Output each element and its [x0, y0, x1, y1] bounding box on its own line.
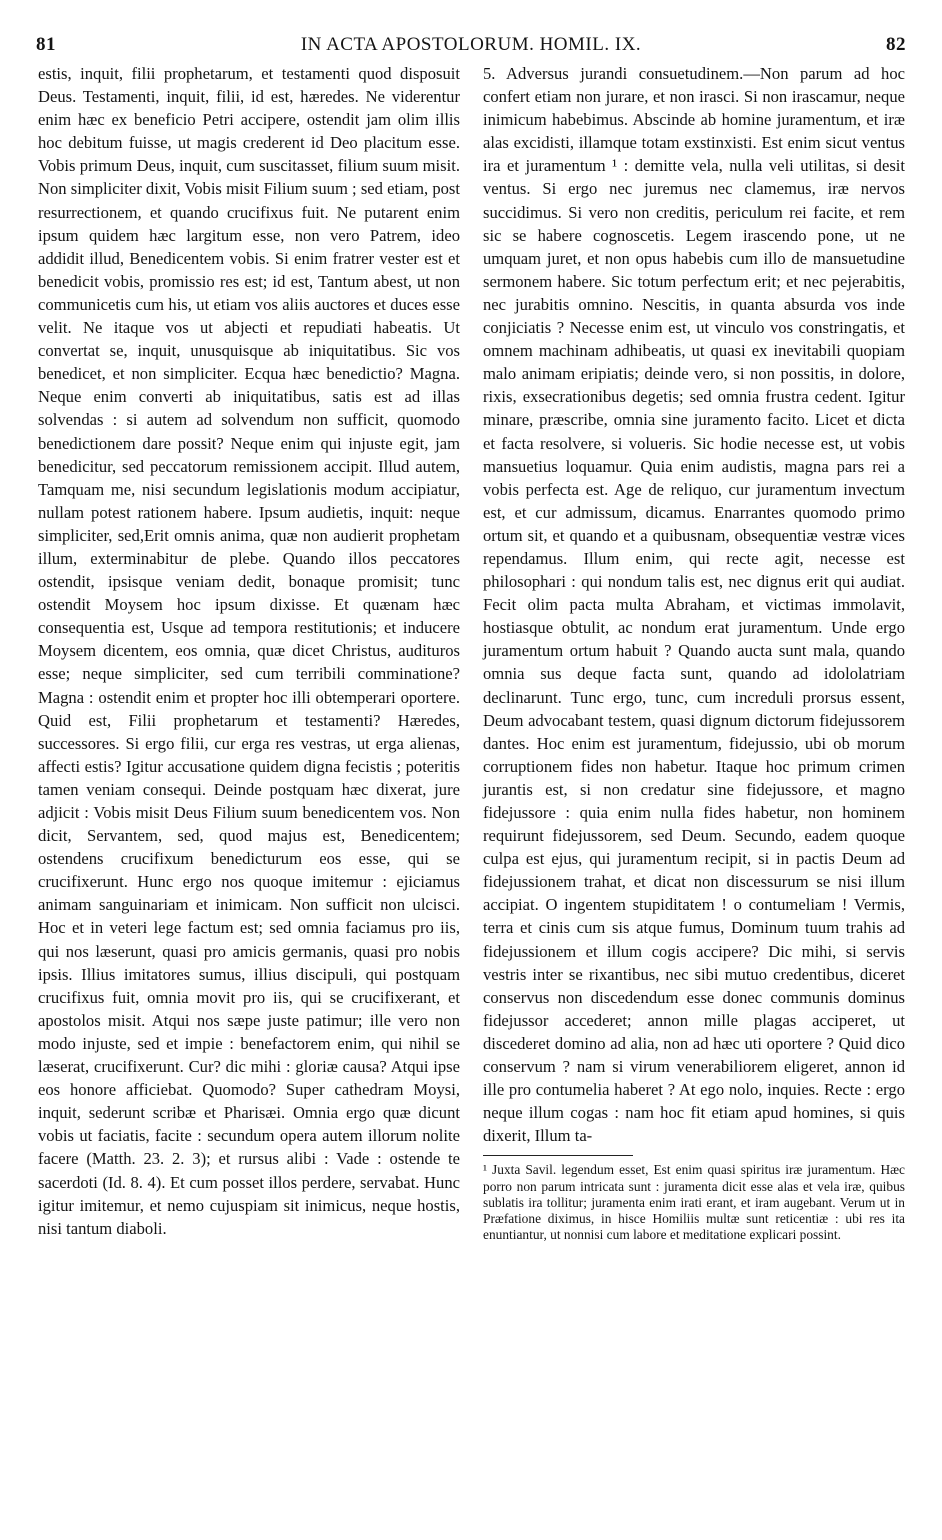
page-header — [36, 34, 906, 60]
footnote: ¹ Juxta Savil. legendum esset, Est enim quasi spiritus iræ juramentum. Hæc porro non parum intricata sunt : juramenta dicit esse alas et vela iræ, quibus sublatis ira tollitur; juramenta enim irati erant, et iram augebant. Verum ut in Præfatione diximus, in hisce Homiliis multæ sunt reticentiæ : ubi res ita enuntiantur, ut nonnisi cum labore et meditatione explicari possint. — [483, 1162, 905, 1243]
page-number-left: 81 — [36, 34, 56, 55]
running-title: IN ACTA APOSTOLORUM. HOMIL. IX. — [300, 34, 642, 55]
page-number-right: 82 — [886, 34, 906, 55]
left-column-text: estis, inquit, filii prophetarum, et testamenti quod disposuit Deus. Testamenti, inquit, filii, id est, hæredes. Ne viderentur enim hæc ex beneficio Petri accipere, ostendit jam olim illis hoc debitum fuisse, ut magis crederent id Deo placitum esse. Vobis primum Deus, inquit, cum suscitasset, filium suum misit. Non simpliciter dixit, Vobis misit Filium suum ; sed etiam, post resurrectionem, et quando crucifixus fuit. Ne putarent enim ipsum quidem hæc largitum esse, non vero Patrem, ideo addidit illud, Benedicentem vobis. Si enim fratrer vester est et benedicit vobis, promissio res est; id est, Tantum abest, ut non communicetis cum his, ut etiam vos aliis auctores et duces esse velit. Ne itaque vos ut abjecti et repudiati habeatis. Ut convertat se, inquit, unusquisque ab iniquitatibus. Sic vos benedicet, et non simpliciter. Ecqua hæc benedictio? Magna. Neque enim converti ab iniquitatibus, satis est ad illas solvendas : si autem ad solvendum non sufficit, quomodo benedictionem dare possit? Neque enim qui injuste egit, jam benedicitur, sed peccatorum remissionem accipit. Illud autem, Tamquam me, nisi secundum legislationis modum accipiatur, nullam potest rationem habere. Ipsum audietis, inquit: neque simpliciter, sed,Erit omnis anima, quæ non audierit prophetam illum, exterminabitur de plebe. Quando illos peccatores ostendit, ipsisque veniam dedit, bonaque promisit; tunc ostendit Moysem hoc ipsum dixisse. Et quænam hæc consequentia est, Usque ad tempora restitutionis; et inducere Moysem dicentem, eos omnia, quæ dicet Christus, audituros esse; neque simpliciter, sed cum terribili comminatione? Magna : ostendit enim et propter hoc illi obtemperari oportere. Quid est, Filii prophetarum et testamenti? Hæredes, successores. Si ergo filii, cur erga res vestras, ut erga alienas, affecti estis? Igitur accusatione quidem digna fecistis ; poteritis tamen veniam consequi. Deinde postquam hæc dixerat, jure adjicit : Vobis misit Deus Filium suum benedicentem vos. Non dicit, Servantem, sed, quod majus est, Benedicentem; ostendens crucifixum benedicturum eos esse, qui se crucifixerunt. Hunc ergo nos quoque imitemur : ejiciamus animam sanguinariam et inimicam. Non sufficit non ulcisci. Hoc et in veteri lege factum est; sed omnia faciamus pro iis, qui nos læserunt, quasi pro amicis germanis, quasi pro nobis ipsis. Illius imitatores sumus, illius discipuli, qui postquam crucifixus fuit, omnia movit pro iis, qui se crucifixerant, et apostolos misit. Atqui nos sæpe juste patimur; ille vero non modo injuste, sed et impie : benefactorem enim, qui nihil se læserat, crucifixerunt. Cur? dic mihi : gloriæ causa? Atqui ipse eos honore afficiebat. Quomodo? Super cathedram Moysi, inquit, sederunt scribæ et Pharisæi. Omnia ergo quæ dicunt vobis ut faciatis, facite : secundum opera autem illorum nolite facere (Matth. 23. 2. 3); et rursus alibi : Vade : ostende te sacerdoti (Id. 8. 4). Et cum posset illos perdere, servabat. Hunc igitur imitemur, et nemo cujuspiam sit inimicus, neque hostis, nisi tantum diaboli. — [38, 64, 460, 1238]
footnote-divider — [483, 1155, 633, 1156]
right-column — [483, 62, 905, 1243]
left-column — [38, 62, 460, 1240]
right-column-text: 5. Adversus jurandi consuetudinem.—Non parum ad hoc confert etiam non jurare, et non irasci. Si non irascamur, neque inimicum habebimus. Abscinde ab homine juramentum, et iræ alas excidisti, illamque totam exstinxisti. Est enim sicut ventus ira et juramentum ¹ : demitte vela, nulla veli utilitas, si desit ventus. Si ergo nec juremus nec clamemus, iræ nervos succidimus. Si vero non creditis, periculum rei facite, et rem sic se habere cognoscetis. Legem irascendo pone, ut ne umquam juret, et non opus habebis cum illo de mansuetudine sermonem habere. Sic totum perfectum erit; et nec pejerabitis, nec jurabitis omnino. Nescitis, in quanta absurda vos inde conjiciatis ? Necesse enim est, ut vinculo vos constringatis, et omnem machinam adhibeatis, ut quasi ex inevitabili quopiam malo animam eripiatis; deinde vero, si non possitis, in dolore, rixis, exsecrationibus degetis; sed omnia frustra cedent. Igitur minare, præscribe, omnia sine juramento facito. Licet et dicta et facta resolvere, si volueris. Sic hodie necesse est, ut vobis mansuetius loquamur. Quia enim audistis, magna pars rei a vobis perfecta est. Age de reliquo, cur juramentum invectum est, et cur admissum, dicamus. Enarrantes quomodo primo ortum sit, et quando et a quibusnam, obsequentiæ vestræ vices rependamus. Illum enim, qui recte agit, necesse est philosophari : qui nondum talis est, nec dignus erit qui audiat. Fecit olim pacta multa Abraham, et victimas immolavit, hostiasque obtulit, ac nondum erat juramentum. Unde ergo juramentum ortum habuit ? Quando aucta sunt mala, quando omnia sus deque facta sunt, quando ad idololatriam declinarunt. Tunc ergo, tunc, cum increduli prorsus essent, Deum advocabant testem, quasi dignum dictorum fidejussorem dantes. Hoc enim est juramentum, fidejussio, ubi ob morum corruptionem fides non habetur. Itaque hoc primum crimen jurantis est, si non credatur sine fidejussore, et magno fidejussore : quia enim nulla fides habetur, non hominem requirunt fidejussorem, sed Deum. Secundo, eadem quoque culpa est ejus, qui juramentum recipit, si in pactis Deum ad fidejussionem trahat, et dicat non discessurum se nisi illum accipiat. O ingentem stupiditatem ! o contumeliam ! Vermis, terra et cinis cum sis atque fumus, Dominum tuum trahis ad fidejussionem et illum cogis accipere? Dic mihi, si servis vestris inter se rixantibus, nec sibi mutuo credentibus, diceret conservus non discedendum esse donec communis dominus fidejussor accederet; annon mille plagas acciperet, ut discederet domino ad alia, non ad hæc uti oportere ? Quid dico conservum ? nam si virum venerabiliorem eligeret, annon id ille pro contumelia haberet ? At ego nolo, inquies. Recte : ergo neque illum cogas : nam hoc fit etiam apud homines, si quis dixerit, Illum ta- — [483, 64, 905, 1146]
